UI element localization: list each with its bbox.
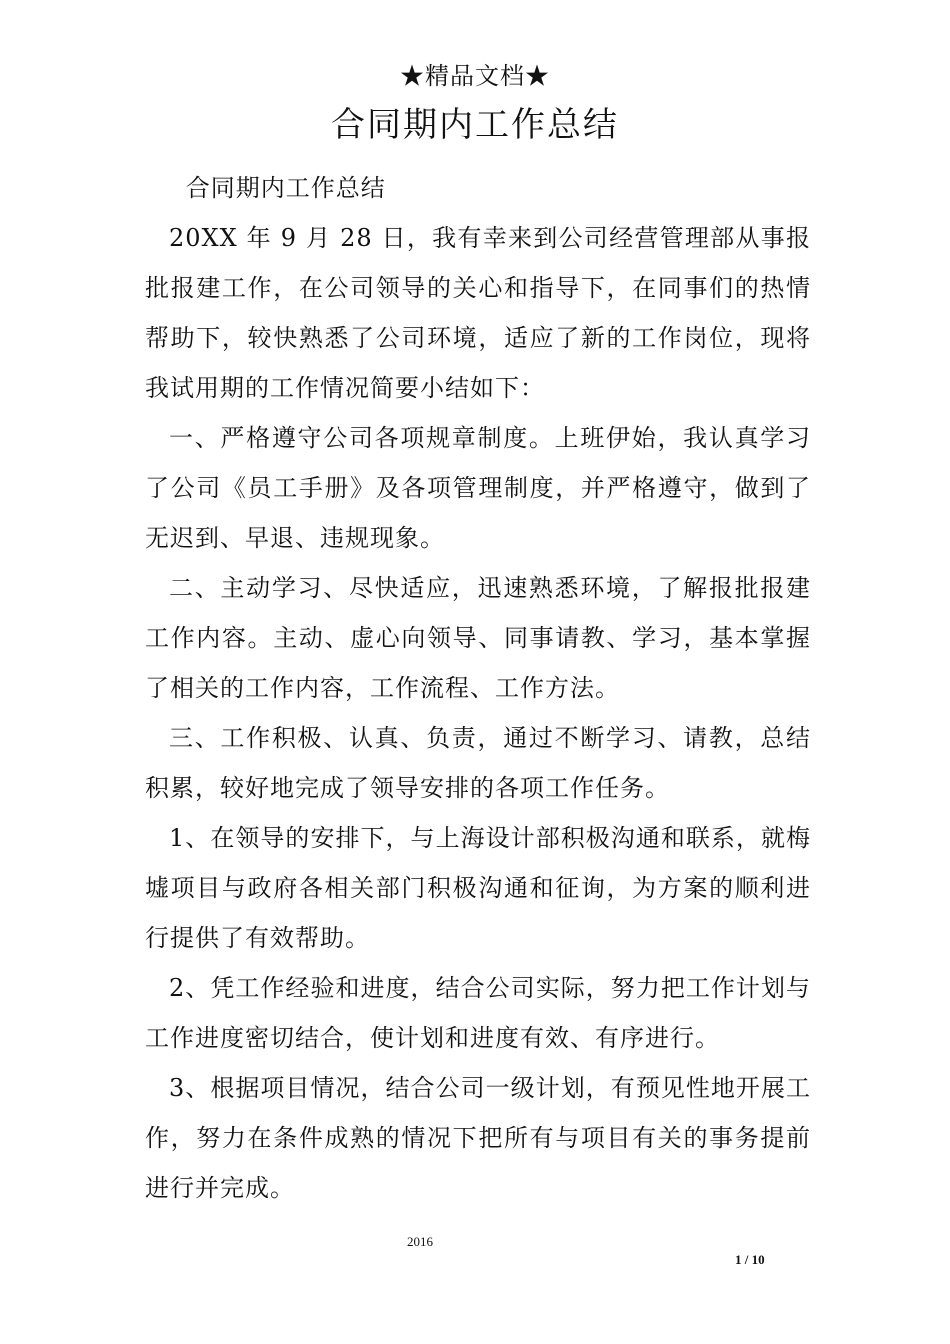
paragraph-item-1: 1、在领导的安排下，与上海设计部积极沟通和联系，就梅墟项目与政府各相关部门积极沟通和征询，为方案的顺利进行提供了有效帮助。 — [145, 824, 811, 952]
paragraph-intro: 20XX 年 9 月 28 日，我有幸来到公司经营管理部从事报批报建工作，在公司领导的关心和指导下，在同事们的热情帮助下，较快熟悉了公司环境，适应了新的工作岗位，现将我试用期的工作情况简要小结如下： — [145, 224, 811, 402]
footer-year: 2016 — [407, 1234, 433, 1249]
paragraph-section-1: 一、严格遵守公司各项规章制度。上班伊始，我认真学习了公司《员工手册》及各项管理制度，并严格遵守，做到了无迟到、早退、违规现象。 — [145, 424, 811, 552]
document-body — [145, 163, 811, 1213]
paragraph-item-2: 2、凭工作经验和进度，结合公司实际，努力把工作计划与工作进度密切结合，使计划和进度有效、有序进行。 — [145, 974, 811, 1052]
paragraph-item-3: 3、根据项目情况，结合公司一级计划，有预见性地开展工作，努力在条件成熟的情况下把所有与项目有关的事务提前进行并完成。 — [145, 1074, 811, 1202]
page-indicator: 1 / 10 — [735, 1252, 765, 1267]
document-title: 合同期内工作总结 — [331, 105, 619, 145]
header-tag: ★精品文档★ — [400, 62, 550, 90]
document-subtitle: 合同期内工作总结 — [185, 174, 386, 202]
paragraph-section-2: 二、主动学习、尽快适应，迅速熟悉环境，了解报批报建工作内容。主动、虚心向领导、同事请教、学习，基本掌握了相关的工作内容，工作流程、工作方法。 — [145, 574, 811, 702]
paragraph-section-3: 三、工作积极、认真、负责，通过不断学习、请教，总结积累，较好地完成了领导安排的各项工作任务。 — [145, 724, 811, 802]
